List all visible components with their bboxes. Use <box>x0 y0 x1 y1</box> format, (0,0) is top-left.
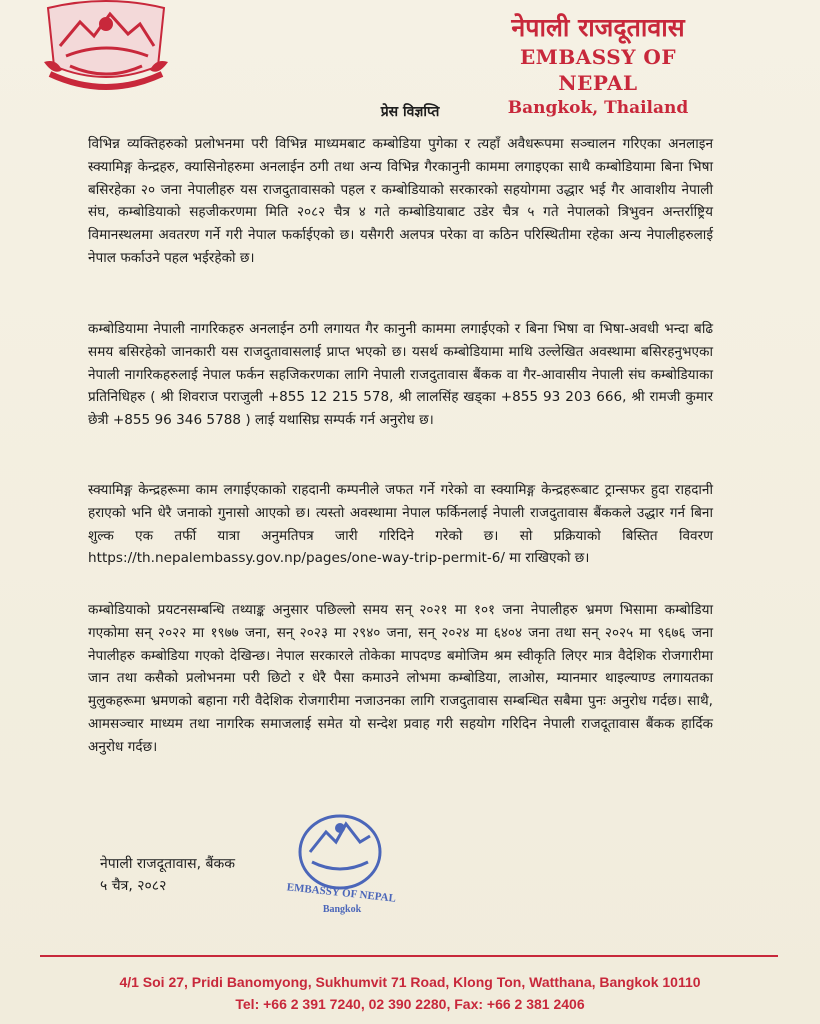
embassy-name-english: EMBASSY OF NEPAL <box>519 45 677 95</box>
paragraph-3: स्क्यामिङ्ग केन्द्रहरूमा काम लगाईएकाको राहदानी कम्पनीले जफत गर्ने गरेको वा स्क्यामिङ्ग केन्द्रहरूबाट ट्रान्सफर हुदा राहदानी हराएको भनि धेरै जनाको गुनासो आएको छ। त्यस्तो अवस्थामा नेपाल फर्किनलाई नेपाली राजदुतावास बैंककले उद्धार गर्न बिना शुल्क एक तर्फी यात्रा अनुमतिपत्र जारी गरिदिने गरेको छ। सो प्रक्रियाको बिस्तित विवरण https://th.nepalembassy.gov.np/pages/one-way-trip-permit-6/ मा राखिएको छ। <box>88 482 713 567</box>
stamp-text-bottom: Bangkok <box>322 904 362 915</box>
embassy-location: Bangkok, Thailand <box>507 98 689 118</box>
paragraph-4: कम्बोडियाको प्रयटनसम्बन्धि तथ्याङ्क अनुसार पछिल्लो समय सन् २०२१ मा १०१ जना नेपालीहरु भ्रमण भिसामा कम्बोडिया गएकोमा सन् २०२२ मा १९७७ जना, सन् २०२३ मा २९४० जना, सन् २०२४ मा ६४०४ जना तथा सन् २०२५ मा ९६७६ जना नेपालीहरु कम्बोडिया गएको देखिन्छ। नेपाल सरकारले तोकेका मापदण्ड बमोजिम श्रम स्वीकृति लिएर मात्र वैदेशिक रोजगारीमा जान तथा कसैको प्रलोभनमा परी छिटो र धेरै पैसा कमाउने लोभमा कम्बोडिया, लाओस, म्यानमार थाइल्याण्ड लगायतका मुलुकहरूमा भ्रमणको बहाना गरी वैदेशिक रोजगारीमा नजाउनका लागि राजदुतावास सम्बन्धित सबैमा पुनः अनुरोध गर्दछ। साथै, आमसञ्चार माध्यम तथा नागरिक समाजलाई समेत यो सन्देश प्रवाह गरी सहयोग गरिदिन नेपाली राजदूतावास बैंकक हार्दिक अनुरोध गर्दछ। <box>88 602 713 755</box>
signature-date: ५ चैत्र, २०८२ <box>100 878 167 894</box>
signature-block <box>100 853 235 897</box>
signature-org: नेपाली राजदूतावास, बैंकक <box>100 856 235 872</box>
nepal-emblem-logo <box>40 0 172 98</box>
stamp-text-top: EMBASSY OF NEPAL <box>286 881 397 905</box>
paragraph-2: कम्बोडियामा नेपाली नागरिकहरु अनलाईन ठगी लगायत गैर कानुनी काममा लगाईएको र बिना भिषा वा भिषा-अवधी भन्दा बढि समय बसिरहेको जानकारी यस राजदुतावासलाई प्राप्त भएको छ। यसर्थ कम्बोडियामा माथि उल्लेखित अवस्थामा बसिरहनुभएका नेपाली नागरिकहरुलाई नेपाल फर्कन सहजिकरणका लागि नेपाली राजदुतावास बैंकक वा गैर-आवासीय नेपाली संघ कम्बोडियाका प्रतिनिधिहरु ( श्री शिवराज पराजुली +855 12 215 578, श्री लालसिंह खड्का +855 93 203 666, श्री रामजी कुमार छेत्री +855 96 346 5788 ) लाई यथासिघ्र सम्पर्क गर्न अनुरोध छ। <box>88 321 713 429</box>
footer-contact: Tel: +66 2 391 7240, 02 390 2280, Fax: +66 2 381 2406 <box>235 996 585 1012</box>
footer-divider <box>40 955 778 957</box>
paragraph-1: विभिन्न व्यक्तिहरुको प्रलोभनमा परी विभिन्न माध्यमबाट कम्बोडिया पुगेका र त्यहाँ अवैधरूपमा सञ्चालन गरिएका अनलाइन स्क्यामिङ्ग केन्द्रहरु, क्यासिनोहरुमा अनलाईन ठगी तथा अन्य विभिन्न गैरकानुनी काममा लगाइएका साथै कम्बोडियामा बिना भिषा बसिरहेका २० जना नेपालीहरु यस राजदुतावासको पहल र कम्बोडियाको सरकारको सहयोगमा उद्धार भई गैर आवाशीय नेपाली संघ, कम्बोडियाको सहजीकरणमा मिति २०८२ चैत्र ४ गते कम्बोडियाबाट उडेर चैत्र ५ गते नेपालको त्रिभुवन अन्तर्राष्ट्रिय विमानस्थलमा अवतरण गर्ने गरी नेपाल फर्काईएको छ। यसैगरी अलपत्र परेका वा कठिन परिस्थितीमा रहेका अन्य नेपालीहरुलाई नेपाल फर्काउने पहल भईरहेको छ। <box>88 136 713 266</box>
footer-address: 4/1 Soi 27, Pridi Banomyong, Sukhumvit 71 Road, Klong Ton, Watthana, Bangkok 10110 <box>119 974 701 990</box>
document-title: प्रेस विज्ञप्ति <box>380 104 440 120</box>
official-stamp <box>282 800 400 918</box>
embassy-name-nepali: नेपाली राजदूतावास <box>511 13 685 42</box>
